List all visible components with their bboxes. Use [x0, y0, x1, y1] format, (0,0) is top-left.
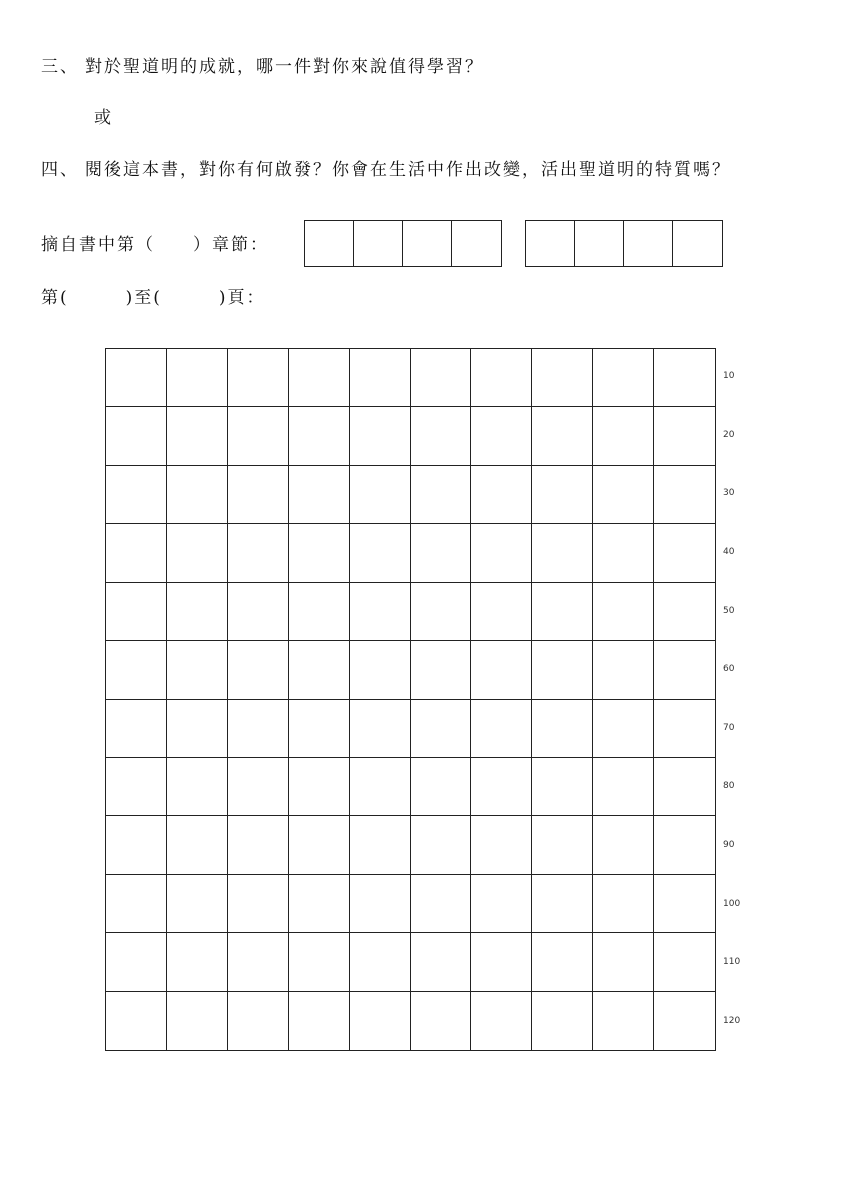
writing-grid-cell[interactable]	[106, 583, 167, 641]
writing-grid-cell[interactable]	[532, 816, 593, 874]
writing-grid-cell[interactable]	[654, 407, 715, 465]
writing-grid-cell[interactable]	[167, 933, 228, 991]
answer-box[interactable]	[354, 221, 403, 266]
writing-grid-cell[interactable]	[654, 583, 715, 641]
writing-grid-cell[interactable]	[593, 466, 654, 524]
row-character-count: 70	[723, 722, 735, 733]
writing-grid-cell[interactable]	[593, 407, 654, 465]
writing-grid	[105, 348, 716, 1051]
answer-box[interactable]	[575, 221, 624, 266]
writing-grid-cell[interactable]	[289, 407, 350, 465]
answer-box[interactable]	[403, 221, 452, 266]
writing-grid-cell[interactable]	[289, 933, 350, 991]
writing-grid-cell[interactable]	[167, 992, 228, 1050]
writing-grid-cell[interactable]	[471, 349, 532, 407]
question-3-text: 對於聖道明的成就，哪一件對你來說值得學習？	[85, 57, 484, 77]
answer-box-group-2	[525, 220, 723, 267]
answer-box[interactable]	[624, 221, 673, 266]
writing-grid-cell[interactable]	[654, 524, 715, 582]
writing-grid-cell[interactable]	[106, 933, 167, 991]
writing-grid-cell[interactable]	[532, 407, 593, 465]
writing-grid-cell[interactable]	[593, 700, 654, 758]
writing-grid-cell[interactable]	[411, 816, 472, 874]
writing-grid-cell[interactable]	[411, 583, 472, 641]
writing-grid-cell[interactable]	[471, 524, 532, 582]
writing-grid-cell[interactable]	[654, 700, 715, 758]
writing-grid-cell[interactable]	[106, 816, 167, 874]
writing-grid-cell[interactable]	[471, 466, 532, 524]
writing-grid-cell[interactable]	[228, 758, 289, 816]
writing-grid-cell[interactable]	[593, 933, 654, 991]
writing-grid-cell[interactable]	[654, 992, 715, 1050]
writing-grid-cell[interactable]	[654, 466, 715, 524]
writing-grid-cell[interactable]	[228, 700, 289, 758]
writing-grid-cell[interactable]	[654, 641, 715, 699]
writing-grid-cell[interactable]	[350, 816, 411, 874]
row-character-count: 90	[723, 839, 735, 850]
writing-grid-cell[interactable]	[228, 524, 289, 582]
writing-grid-cell[interactable]	[289, 466, 350, 524]
writing-grid-cell[interactable]	[350, 407, 411, 465]
writing-grid-cell[interactable]	[471, 933, 532, 991]
writing-grid-cell[interactable]	[411, 524, 472, 582]
writing-grid-cell[interactable]	[532, 524, 593, 582]
row-character-count: 30	[723, 488, 735, 499]
question-4	[41, 162, 731, 179]
writing-grid-cell[interactable]	[532, 758, 593, 816]
writing-grid-cell[interactable]	[532, 583, 593, 641]
writing-grid-cell[interactable]	[411, 407, 472, 465]
writing-grid-cell[interactable]	[593, 816, 654, 874]
writing-grid-cell[interactable]	[350, 641, 411, 699]
page-range-label: 第( )至( )頁：	[41, 288, 266, 308]
writing-grid-cell[interactable]	[593, 992, 654, 1050]
writing-grid-cell[interactable]	[471, 641, 532, 699]
writing-grid-cell[interactable]	[106, 349, 167, 407]
answer-box[interactable]	[305, 221, 354, 266]
writing-grid-cell[interactable]	[350, 758, 411, 816]
writing-grid-cell[interactable]	[350, 875, 411, 933]
question-3	[41, 59, 484, 76]
writing-grid-cell[interactable]	[350, 992, 411, 1050]
writing-grid-cell[interactable]	[532, 875, 593, 933]
writing-grid-cell[interactable]	[654, 933, 715, 991]
question-4-number: 四、	[41, 160, 79, 180]
writing-grid-cell[interactable]	[411, 758, 472, 816]
writing-grid-cell[interactable]	[106, 700, 167, 758]
answer-box-group-1	[304, 220, 502, 267]
writing-grid-cell[interactable]	[532, 466, 593, 524]
writing-grid-cell[interactable]	[106, 992, 167, 1050]
question-3-number: 三、	[41, 57, 79, 77]
writing-grid-cell[interactable]	[106, 758, 167, 816]
row-character-count: 50	[723, 605, 735, 616]
writing-grid-cell[interactable]	[289, 992, 350, 1050]
writing-grid-cell[interactable]	[228, 583, 289, 641]
character-count-column	[723, 348, 783, 1051]
writing-grid-cell[interactable]	[228, 875, 289, 933]
row-character-count: 40	[723, 547, 735, 558]
writing-grid-cell[interactable]	[228, 349, 289, 407]
writing-grid-cell[interactable]	[593, 524, 654, 582]
writing-grid-cell[interactable]	[228, 816, 289, 874]
writing-grid-cell[interactable]	[532, 992, 593, 1050]
row-character-count: 80	[723, 781, 735, 792]
writing-grid-cell[interactable]	[411, 992, 472, 1050]
writing-grid-cell[interactable]	[411, 875, 472, 933]
question-4-text: 閱後這本書，對你有何啟發？你會在生活中作出改變，活出聖道明的特質嗎？	[85, 160, 731, 180]
writing-grid-cell[interactable]	[532, 641, 593, 699]
writing-grid-cell[interactable]	[106, 875, 167, 933]
answer-box[interactable]	[526, 221, 575, 266]
writing-grid-cell[interactable]	[471, 583, 532, 641]
answer-box[interactable]	[673, 221, 722, 266]
writing-grid-cell[interactable]	[167, 524, 228, 582]
writing-grid-cell[interactable]	[350, 933, 411, 991]
writing-grid-cell[interactable]	[167, 875, 228, 933]
writing-grid-cell[interactable]	[106, 524, 167, 582]
writing-grid-cell[interactable]	[350, 349, 411, 407]
writing-grid-cell[interactable]	[228, 992, 289, 1050]
writing-grid-cell[interactable]	[411, 466, 472, 524]
writing-grid-cell[interactable]	[411, 641, 472, 699]
writing-grid-cell[interactable]	[228, 641, 289, 699]
writing-grid-cell[interactable]	[289, 758, 350, 816]
writing-grid-cell[interactable]	[593, 349, 654, 407]
writing-grid-cell[interactable]	[228, 407, 289, 465]
writing-grid-cell[interactable]	[289, 875, 350, 933]
writing-grid-cell[interactable]	[471, 816, 532, 874]
writing-grid-cell[interactable]	[471, 407, 532, 465]
writing-grid-cell[interactable]	[289, 816, 350, 874]
writing-grid-cell[interactable]	[411, 349, 472, 407]
writing-grid-cell[interactable]	[167, 466, 228, 524]
writing-grid-cell[interactable]	[228, 466, 289, 524]
row-character-count: 20	[723, 429, 735, 440]
writing-grid-cell[interactable]	[167, 583, 228, 641]
writing-grid-cell[interactable]	[106, 407, 167, 465]
writing-grid-cell[interactable]	[289, 583, 350, 641]
writing-grid-cell[interactable]	[471, 758, 532, 816]
writing-grid-cell[interactable]	[654, 816, 715, 874]
writing-grid-cell[interactable]	[350, 466, 411, 524]
row-character-count: 120	[723, 1015, 741, 1026]
writing-grid-cell[interactable]	[593, 875, 654, 933]
writing-grid-cell[interactable]	[593, 583, 654, 641]
writing-grid-cell[interactable]	[167, 641, 228, 699]
writing-grid-cell[interactable]	[532, 933, 593, 991]
row-character-count: 60	[723, 664, 735, 675]
writing-grid-cell[interactable]	[593, 641, 654, 699]
row-character-count: 10	[723, 371, 735, 382]
row-character-count: 110	[723, 957, 741, 968]
writing-grid-cell[interactable]	[471, 700, 532, 758]
writing-grid-cell[interactable]	[532, 349, 593, 407]
writing-grid-cell[interactable]	[654, 875, 715, 933]
writing-grid-cell[interactable]	[289, 524, 350, 582]
writing-grid-cell[interactable]	[654, 758, 715, 816]
writing-grid-cell[interactable]	[532, 700, 593, 758]
writing-grid-cell[interactable]	[471, 875, 532, 933]
writing-grid-cell[interactable]	[350, 700, 411, 758]
writing-grid-cell[interactable]	[289, 349, 350, 407]
writing-grid-cell[interactable]	[289, 700, 350, 758]
writing-grid-cell[interactable]	[471, 992, 532, 1050]
writing-grid-cell[interactable]	[350, 583, 411, 641]
writing-grid-cell[interactable]	[106, 641, 167, 699]
answer-box[interactable]	[452, 221, 501, 266]
writing-grid-cell[interactable]	[350, 524, 411, 582]
writing-grid-cell[interactable]	[411, 933, 472, 991]
writing-grid-cell[interactable]	[289, 641, 350, 699]
row-character-count: 100	[723, 898, 741, 909]
excerpt-chapter-label: 摘自書中第（ ）章節：	[41, 235, 269, 255]
writing-grid-cell[interactable]	[411, 700, 472, 758]
writing-grid-cell[interactable]	[167, 349, 228, 407]
writing-grid-cell[interactable]	[593, 758, 654, 816]
writing-grid-cell[interactable]	[167, 816, 228, 874]
writing-grid-cell[interactable]	[228, 933, 289, 991]
writing-grid-cell[interactable]	[167, 700, 228, 758]
writing-grid-cell[interactable]	[167, 407, 228, 465]
writing-grid-cell[interactable]	[654, 349, 715, 407]
writing-grid-cell[interactable]	[106, 466, 167, 524]
or-label: 或	[94, 108, 113, 128]
writing-grid-cell[interactable]	[167, 758, 228, 816]
